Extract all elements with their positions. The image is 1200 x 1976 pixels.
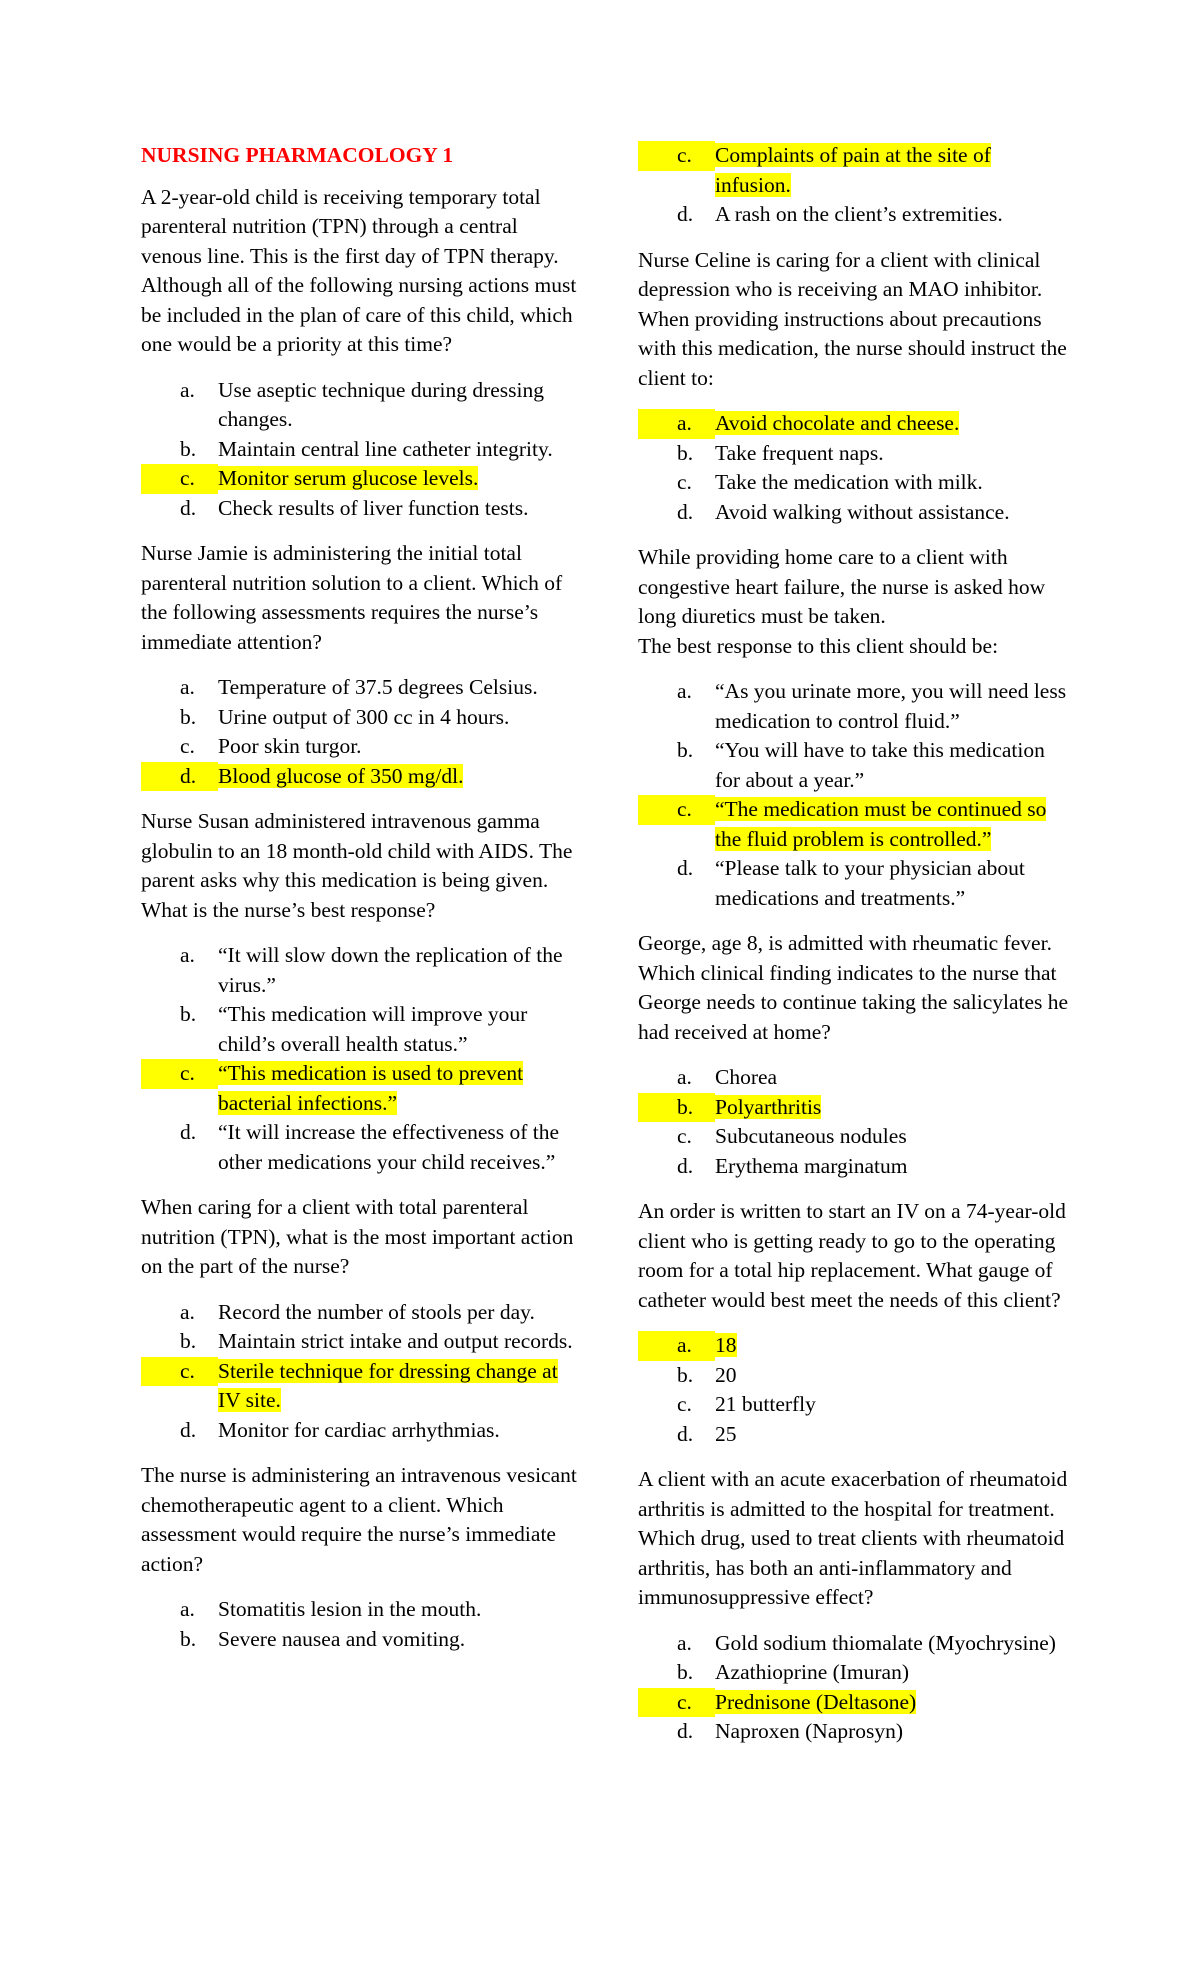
option-text: “You will have to take this medication for about a year.” (715, 738, 1045, 792)
option (638, 1658, 1070, 1688)
question-3: Nurse Susan administered intravenous gamma globulin to an 18 month-old child with AIDS. The parent asks why this medication is being given. What is the nurse’s best response? (141, 809, 573, 922)
option-text: “As you urinate more, you will need less medication to control fluid.” (715, 679, 1067, 733)
option-letter: c. (141, 1357, 218, 1387)
option-text-highlighted: Polyarthritis (715, 1094, 822, 1119)
option (141, 732, 581, 762)
question-7-options (638, 677, 1070, 913)
option-text-highlighted: Blood glucose of 350 mg/dl. (218, 763, 464, 788)
option-correct (141, 1357, 581, 1416)
question-10-options (638, 1629, 1070, 1747)
option (638, 854, 1070, 913)
option-letter: b. (677, 738, 694, 762)
left-column (141, 141, 581, 1670)
option-letter: c. (638, 1688, 715, 1718)
option (638, 1420, 1070, 1450)
option-letter: a. (677, 679, 692, 703)
option-text-highlighted: Sterile technique for dressing change at IV site. (218, 1358, 558, 1412)
question-3-options (141, 941, 581, 1177)
option-letter: b. (677, 440, 694, 465)
question-7-text: While providing home care to a client with congestive heart failure, the nurse is asked how long diuretics must be taken. (638, 545, 1046, 628)
option-text: Use aseptic technique during dressing changes. (218, 377, 544, 431)
option-letter: d. (677, 499, 694, 524)
option-letter: a. (180, 377, 195, 402)
option-letter: d. (180, 1120, 197, 1144)
option-text: “It will increase the effectiveness of the other medications your child receives.” (218, 1120, 560, 1174)
option-letter: a. (677, 1630, 692, 1655)
option-text: Record the number of stools per day. (218, 1299, 535, 1324)
option-text-highlighted: Prednisone (Deltasone) (715, 1689, 917, 1714)
option-text: Chorea (715, 1065, 778, 1089)
question-4: When caring for a client with total parenteral nutrition (TPN), what is the most important action on the part of the nurse? (141, 1195, 574, 1278)
option-letter: a. (180, 675, 195, 699)
question-4-options (141, 1298, 581, 1446)
option-text: “It will slow down the replication of the virus.” (218, 943, 563, 997)
option-text-highlighted: 18 (715, 1333, 737, 1357)
question-6: Nurse Celine is caring for a client with clinical depression who is receiving an MAO inhibitor. When providing instructions about precautions with this medication, the nurse should instruct the client to: (638, 247, 1067, 390)
question-5: The nurse is administering an intravenous vesicant chemotherapeutic agent to a client. Which assessment would require the nurse’s immediate action? (141, 1463, 577, 1576)
option-correct (141, 464, 581, 494)
option-text: Take the medication with milk. (715, 470, 983, 494)
option-letter: b. (180, 704, 197, 729)
question-1-options (141, 376, 581, 524)
option (141, 1416, 581, 1446)
question-9: An order is written to start an IV on a 74-year-old client who is getting ready to go to the operating room for a total hip replacement. What gauge of catheter would best meet the needs of this client? (638, 1199, 1066, 1312)
option (141, 673, 581, 703)
question-9-options (638, 1331, 1070, 1449)
option-letter: b. (180, 1002, 197, 1026)
question-5-options (141, 1595, 581, 1654)
option-text: Take frequent naps. (715, 440, 884, 465)
question-7 (638, 543, 1070, 661)
option (638, 1122, 1070, 1152)
option-text-highlighted: Avoid chocolate and cheese. (715, 411, 960, 435)
option-letter: b. (180, 436, 197, 461)
option-letter: c. (180, 734, 195, 758)
option-letter: b. (638, 1093, 715, 1123)
right-column (638, 141, 1070, 1763)
option-letter: a. (638, 409, 715, 439)
option (638, 1629, 1070, 1659)
option-text: Urine output of 300 cc in 4 hours. (218, 704, 510, 729)
option-correct (638, 795, 1070, 854)
option-text-highlighted: Complaints of pain at the site of infusion. (715, 143, 991, 197)
question-10: A client with an acute exacerbation of rheumatoid arthritis is admitted to the hospital for treatment. Which drug, used to treat clients with rheumatoid arthritis, has both an anti-inflammatory and immunosuppressive effect? (638, 1467, 1068, 1609)
option-text: Poor skin turgor. (218, 734, 362, 758)
option-correct (141, 762, 581, 792)
option-letter: d. (677, 856, 694, 880)
option-letter: c. (677, 1124, 692, 1148)
option-correct (141, 1059, 581, 1118)
option (638, 1063, 1070, 1093)
option-text: Avoid walking without assistance. (715, 499, 1010, 524)
option (638, 200, 1070, 230)
option-letter: d. (677, 1421, 694, 1446)
question-2-options (141, 673, 581, 791)
option-correct (638, 1688, 1070, 1718)
option-text: Monitor for cardiac arrhythmias. (218, 1417, 500, 1442)
question-2: Nurse Jamie is administering the initial total parenteral nutrition solution to a client. Which of the following assessments requires the nurse’s immediate attention? (141, 541, 563, 654)
question-8-options (638, 1063, 1070, 1181)
option-letter: c. (638, 141, 715, 171)
option-text: Gold sodium thiomalate (Myochrysine) (715, 1630, 1056, 1655)
option-text: Naproxen (Naprosyn) (715, 1719, 904, 1743)
option-letter: c. (677, 1392, 692, 1416)
option (638, 1717, 1070, 1747)
option-letter: b. (677, 1362, 694, 1387)
option-letter: a. (180, 943, 195, 967)
option (141, 435, 581, 465)
option-letter: d. (180, 495, 197, 520)
option-letter: d. (677, 1719, 694, 1743)
question-1: A 2-year-old child is receiving temporary total parenteral nutrition (TPN) through a central venous line. This is the first day of TPN therapy. Although all of the following nursing actions must be included in the plan of care of this child, which one would be a priority at this time? (141, 184, 577, 356)
option (638, 439, 1070, 469)
option-letter: c. (638, 795, 715, 825)
option-text: Subcutaneous nodules (715, 1124, 907, 1148)
option-letter: a. (180, 1299, 195, 1324)
option-letter: b. (677, 1660, 694, 1684)
option-letter: a. (677, 1065, 692, 1089)
option-text: “Please talk to your physician about medications and treatments.” (715, 856, 1025, 910)
option-text: 20 (715, 1362, 737, 1387)
option (141, 1625, 581, 1655)
option-text: Stomatitis lesion in the mouth. (218, 1597, 482, 1621)
question-5-options-continued (638, 141, 1070, 230)
option-text: “This medication will improve your child’s overall health status.” (218, 1002, 528, 1056)
option (141, 703, 581, 733)
option-correct (638, 141, 1070, 200)
option-letter: c. (141, 464, 218, 494)
option-letter: d. (180, 1417, 197, 1442)
option-correct (638, 409, 1070, 439)
option-correct (638, 1331, 1070, 1361)
option-letter: d. (141, 762, 218, 792)
option-text: Temperature of 37.5 degrees Celsius. (218, 675, 538, 699)
option (638, 1152, 1070, 1182)
option-text: Erythema marginatum (715, 1153, 908, 1178)
option-letter: b. (180, 1329, 197, 1353)
option-text: Maintain strict intake and output records. (218, 1329, 573, 1353)
option-text: 21 butterfly (715, 1392, 816, 1416)
option (141, 376, 581, 435)
option (638, 498, 1070, 528)
option-text: Maintain central line catheter integrity. (218, 436, 553, 461)
option-text: A rash on the client’s extremities. (715, 202, 1003, 226)
question-6-options (638, 409, 1070, 527)
option (141, 1327, 581, 1357)
option (141, 941, 581, 1000)
option (638, 736, 1070, 795)
option (141, 1118, 581, 1177)
option-correct (638, 1093, 1070, 1123)
option (141, 494, 581, 524)
question-8: George, age 8, is admitted with rheumatic fever. Which clinical finding indicates to the nurse that George needs to continue taking the salicylates he had received at home? (638, 931, 1069, 1044)
option-letter: a. (180, 1597, 195, 1621)
option-letter: b. (180, 1626, 197, 1651)
option (638, 1390, 1070, 1420)
option-letter: c. (677, 470, 692, 494)
option-text-highlighted: Monitor serum glucose levels. (218, 466, 479, 490)
option-letter: a. (638, 1331, 715, 1361)
option-text: Check results of liver function tests. (218, 495, 529, 520)
document-title: NURSING PHARMACOLOGY 1 (141, 143, 454, 167)
option-letter: d. (677, 1153, 694, 1178)
option-letter: d. (677, 202, 694, 226)
option-text-highlighted: “This medication is used to prevent bacterial infections.” (218, 1061, 524, 1115)
option-text: Azathioprine (Imuran) (715, 1660, 910, 1684)
option (638, 468, 1070, 498)
option-text: Severe nausea and vomiting. (218, 1626, 466, 1651)
option (141, 1298, 581, 1328)
option-text-highlighted: “The medication must be continued so the fluid problem is controlled.” (715, 797, 1047, 851)
option-letter: c. (141, 1059, 218, 1089)
option (141, 1000, 581, 1059)
option (141, 1595, 581, 1625)
option-text: 25 (715, 1421, 737, 1446)
option (638, 1361, 1070, 1391)
option (638, 677, 1070, 736)
question-7-text-2: The best response to this client should be: (638, 633, 999, 658)
